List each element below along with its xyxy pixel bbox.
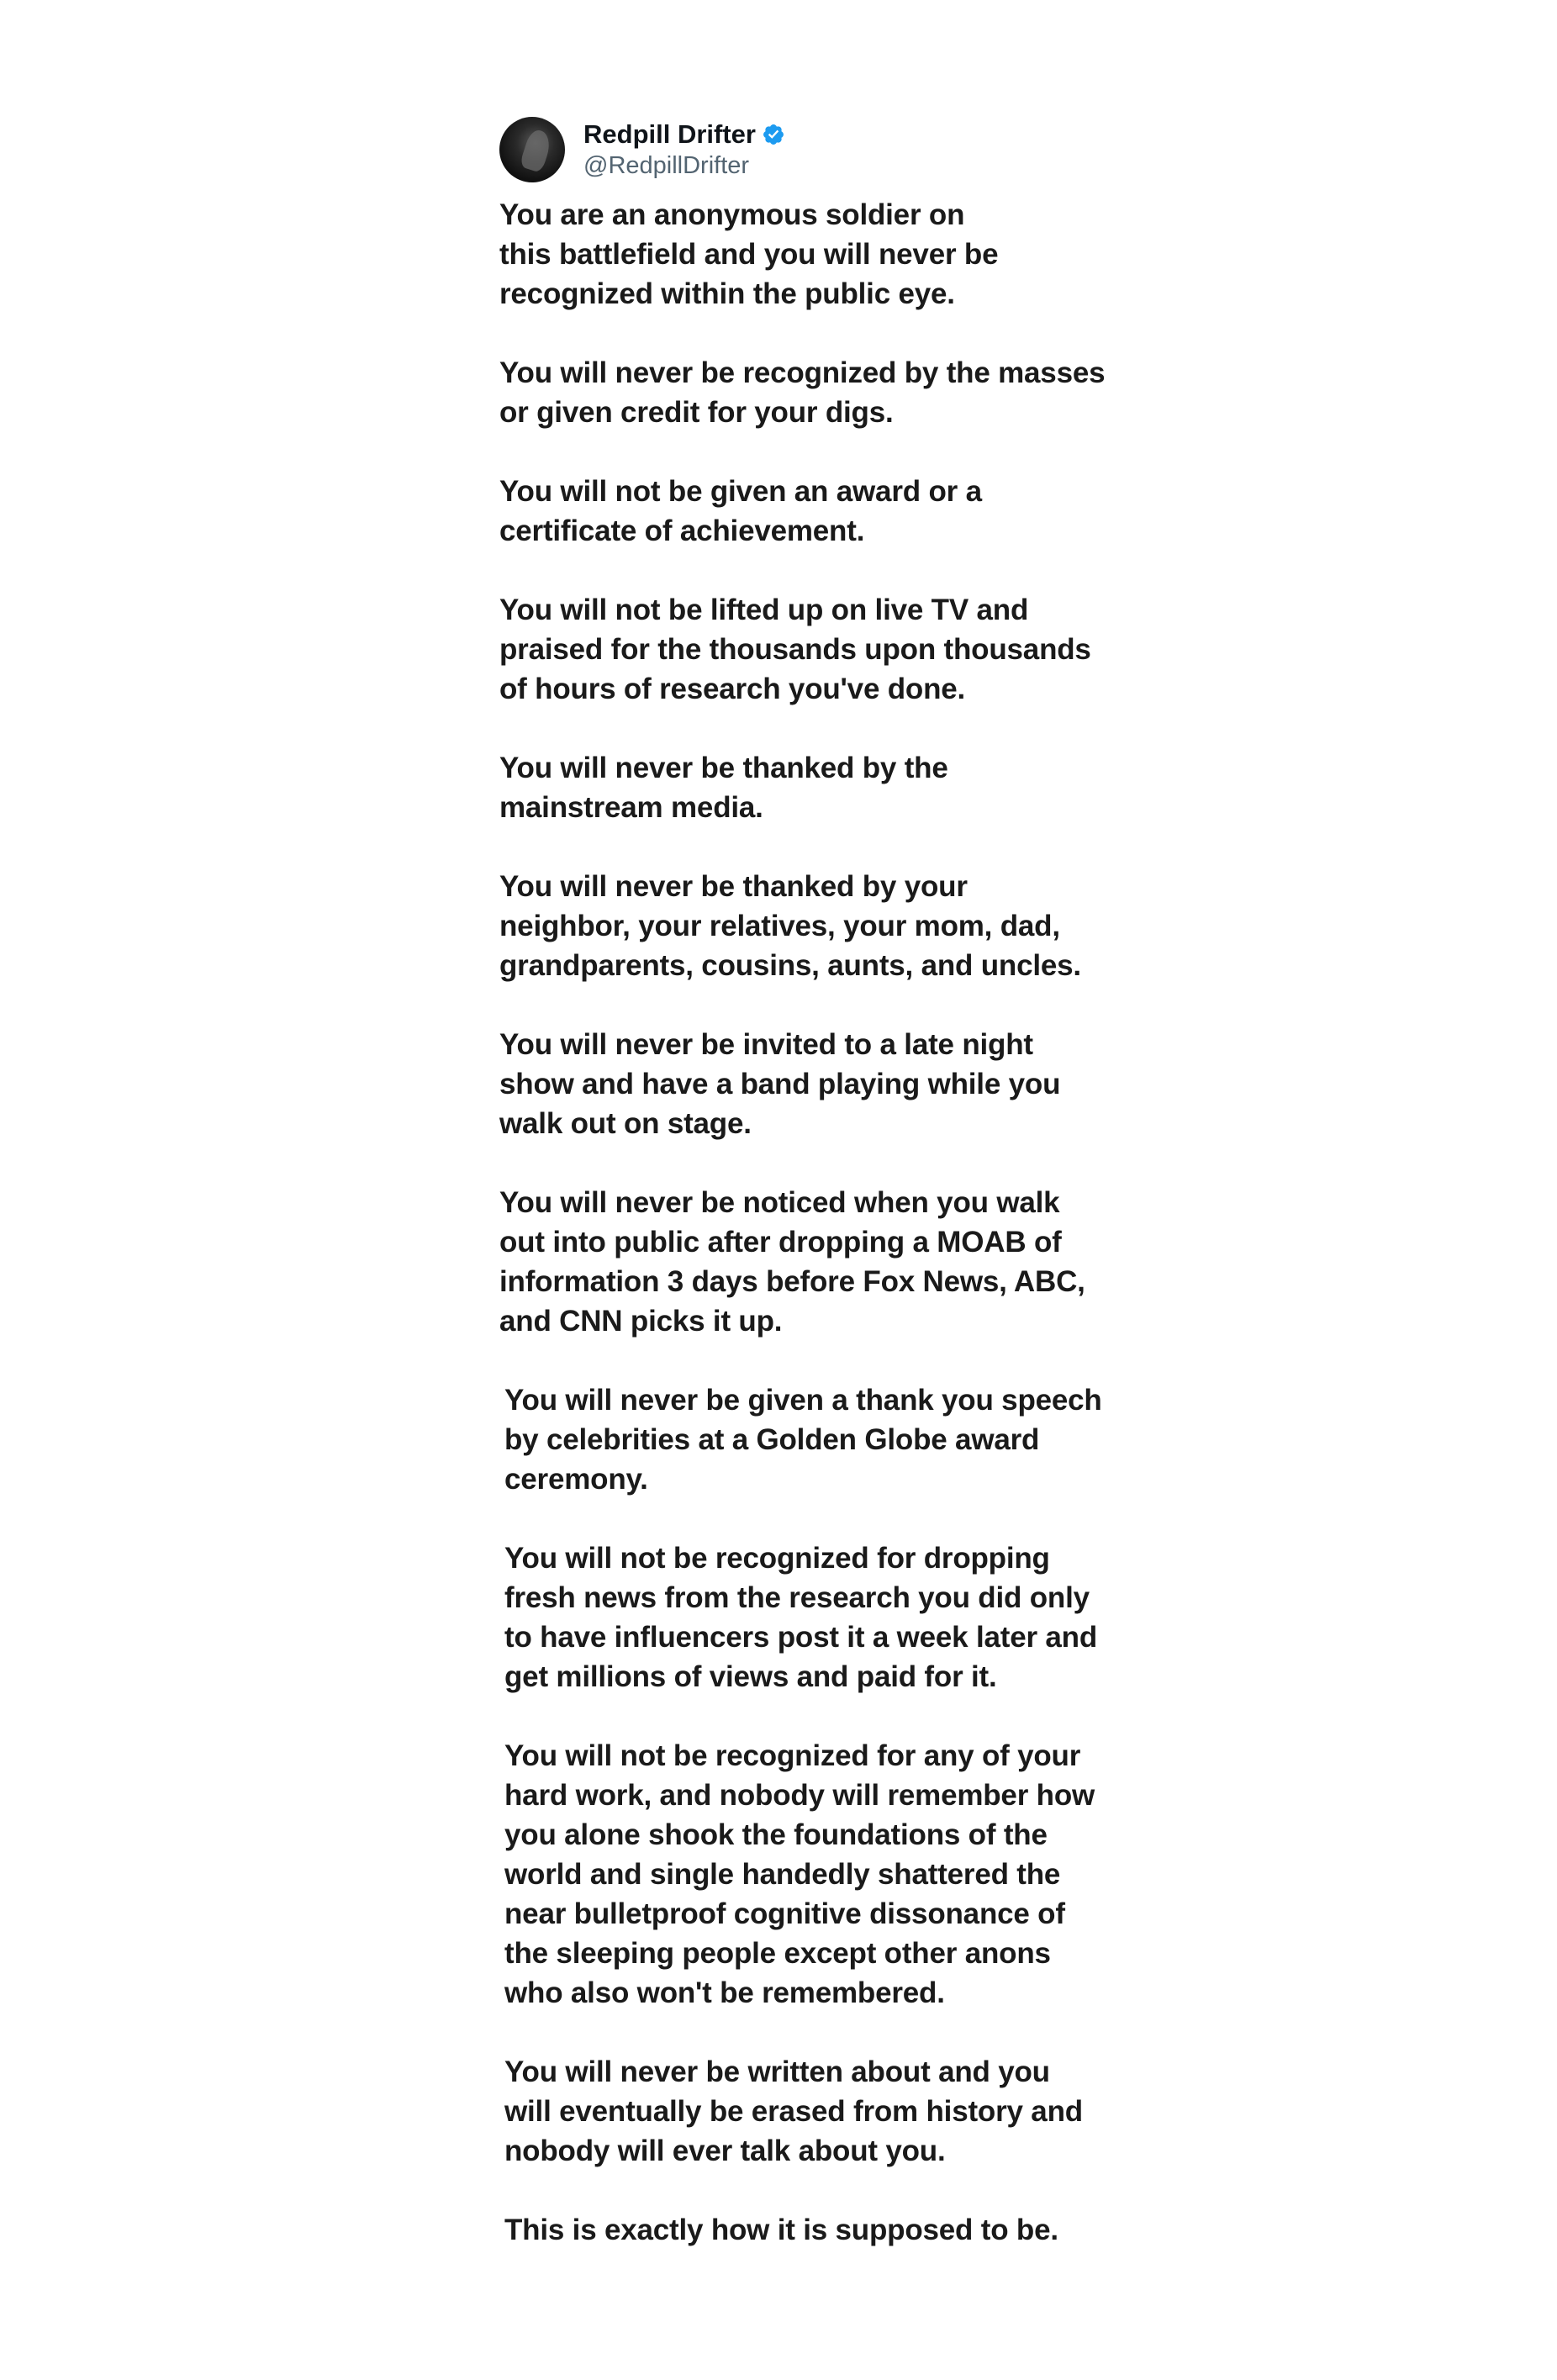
tweet-paragraph: You will not be recognized for any of your hard work, and nobody will remember how you alone shook the foundations of the world and single handedly shattered the near bulletproof cognitive dissonance of the sleeping people except other anons who also won't be remembered. <box>504 1739 1095 2009</box>
tweet-paragraph: You will never be thanked by the mainstream media. <box>499 752 948 824</box>
tweet-card <box>499 116 1138 2289</box>
avatar[interactable] <box>499 117 565 182</box>
author-names <box>583 119 785 181</box>
tweet-paragraph: You will never be given a thank you speech by celebrities at a Golden Globe award ceremony. <box>504 1384 1102 1496</box>
tweet-paragraph: You will never be invited to a late night show and have a band playing while you walk out on stage. <box>499 1028 1061 1140</box>
tweet-paragraph: You will not be given an award or a certificate of achievement. <box>499 475 982 547</box>
tweet-paragraph: You will never be recognized by the masses or given credit for your digs. <box>499 356 1106 429</box>
display-name[interactable]: Redpill Drifter <box>583 119 756 149</box>
handle[interactable]: @RedpillDrifter <box>583 152 750 179</box>
tweet-paragraph: You are an anonymous soldier on this battlefield and you will never be recognized within the public eye. <box>499 198 999 310</box>
display-name-row <box>583 119 785 150</box>
tweet-paragraph: You will never be thanked by your neighbor, your relatives, your mom, dad, grandparents, cousins, aunts, and uncles. <box>499 870 1081 982</box>
tweet-paragraph: You will not be recognized for dropping fresh news from the research you did only to have influencers post it a week later and get millions of views and paid for it. <box>504 1542 1098 1693</box>
tweet-text <box>499 195 1138 2250</box>
tweet-paragraph: You will not be lifted up on live TV and praised for the thousands upon thousands of hours of research you've done. <box>499 594 1091 705</box>
tweet-paragraph: You will never be written about and you will eventually be erased from history and nobody will ever talk about you. <box>504 2055 1083 2167</box>
tweet-author[interactable] <box>499 116 1138 183</box>
tweet-paragraph: You will never be noticed when you walk out into public after dropping a MOAB of information 3 days before Fox News, ABC, and CNN picks it up. <box>499 1186 1085 1338</box>
verified-badge-icon <box>762 123 785 146</box>
tweet-paragraph: This is exactly how it is supposed to be. <box>504 2214 1058 2246</box>
